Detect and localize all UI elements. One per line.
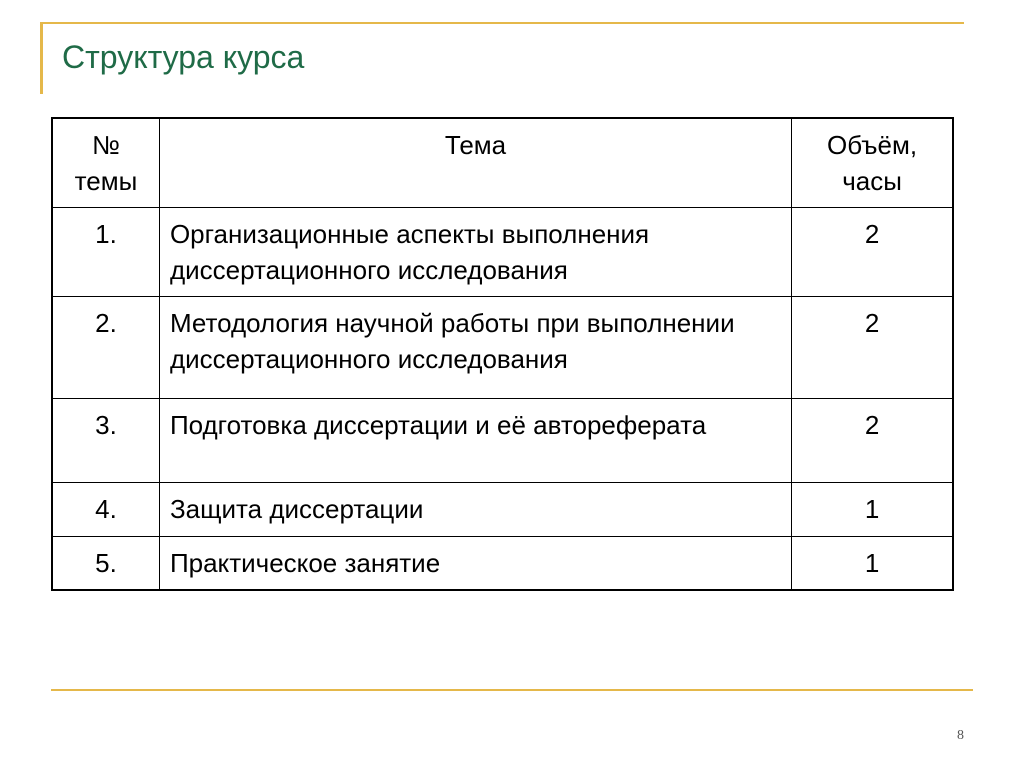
row-number-cell: 4. [52, 483, 159, 537]
row-hours-cell: 2 [792, 399, 953, 483]
row-topic-cell: Методология научной работы при выполнении диссертационного исследования [159, 297, 791, 399]
page-number: 8 [957, 728, 964, 743]
row-hours-cell: 2 [792, 208, 953, 297]
row-hours-cell: 1 [792, 483, 953, 537]
row-hours-cell: 2 [792, 297, 953, 399]
header-number-line1: № [92, 130, 120, 160]
header-hours-line1: Объём, [827, 130, 918, 160]
table-row [52, 208, 953, 297]
header-cell-topic [159, 118, 791, 208]
table-row [52, 483, 953, 537]
row-number-cell: 2. [52, 297, 159, 399]
header-number-line2: темы [74, 166, 138, 196]
row-number-cell: 5. [52, 537, 159, 591]
row-number-cell: 1. [52, 208, 159, 297]
row-topic-cell: Защита диссертации [159, 483, 791, 537]
header-cell-hours [792, 118, 953, 208]
table-header-row [52, 118, 953, 208]
title-frame-top-line [40, 22, 964, 24]
row-topic-cell: Практическое занятие [159, 537, 791, 591]
table-row [52, 399, 953, 483]
slide-title: Структура курса [62, 39, 305, 75]
table-row [52, 297, 953, 399]
header-hours-line2: часы [842, 166, 902, 196]
header-cell-number [52, 118, 159, 208]
header-topic-label: Тема [444, 130, 507, 160]
footer-divider [51, 689, 973, 691]
row-topic-cell: Организационные аспекты выполнения диссертационного исследования [159, 208, 791, 297]
title-frame-left-line [40, 22, 43, 94]
row-hours-cell: 1 [792, 537, 953, 591]
row-number-cell: 3. [52, 399, 159, 483]
course-structure-table [51, 117, 954, 591]
table-row [52, 537, 953, 591]
row-topic-cell: Подготовка диссертации и её автореферата [159, 399, 791, 483]
